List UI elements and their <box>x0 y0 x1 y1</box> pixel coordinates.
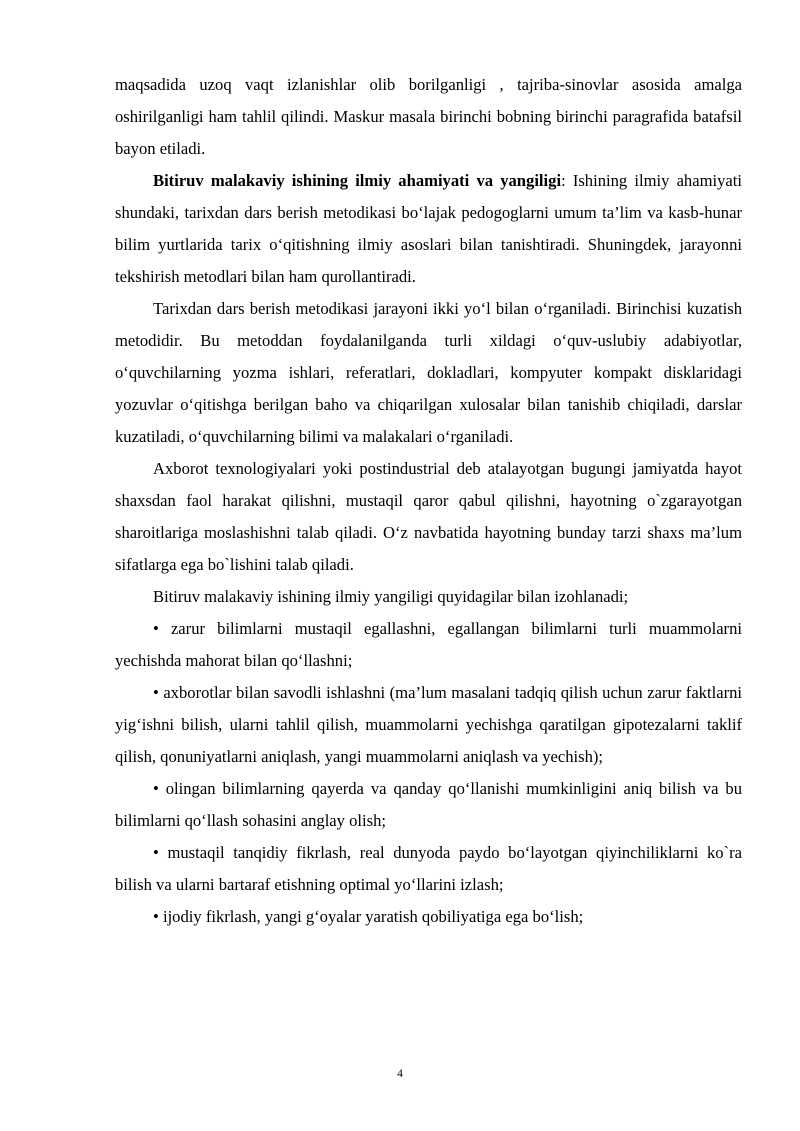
paragraph-significance-text: : Ishining ilmiy ahamiyati shundaki, tarixdan dars berish metodikasi bo‘lajak pedogoglarni umum ta’lim va kasb-hunar bilim yurtlarida tarix o‘qitishning ilmiy asoslari bilan tanishtiradi. Shuningdek, jarayonni tekshirish metodlari bilan ham qurollantiradi. <box>115 171 742 286</box>
bullet-item: • ijodiy fikrlash, yangi g‘oyalar yaratish qobiliyatiga ega bo‘lish; <box>153 907 584 926</box>
bullet-item: • olingan bilimlarning qayerda va qanday qo‘llanishi mumkinligini aniq bilish va bu bilimlarni qo‘llash sohasini anglay olish; <box>115 779 742 830</box>
bullet-item: • axborotlar bilan savodli ishlashni (ma’lum masalani tadqiq qilish uchun zarur faktlarni yig‘ishni bilish, ularni tahlil qilish, muammolarni yechishga qaratilgan gipotezalarni taklif qilish, qonuniyatlarni aniqlash, yangi muammolarni aniqlash va yechish); <box>115 683 742 766</box>
bullet-item: • mustaqil tanqidiy fikrlash, real dunyoda paydo bo‘layotgan qiyinchiliklarni ko`ra bilish va ularni bartaraf etishning optimal yo‘llarini izlash; <box>115 843 742 894</box>
paragraph-novelty-intro: Bitiruv malakaviy ishining ilmiy yangiligi quyidagilar bilan izohlanadi; <box>153 587 629 606</box>
bullet-item: • zarur bilimlarni mustaqil egallashni, egallangan bilimlarni turli muammolarni yechishda mahorat bilan qo‘llashni; <box>115 619 742 670</box>
section-heading: Bitiruv malakaviy ishining ilmiy ahamiyati va yangiligi <box>153 171 562 190</box>
paragraph-methodology: Tarixdan dars berish metodikasi jarayoni ikki yo‘l bilan o‘rganiladi. Birinchisi kuzatish metodidir. Bu metoddan foydalanilganda turli xildagi o‘quv-uslubiy adabiyotlar, o‘quvchilarning yozma ishlari, referatlari, dokladlari, kompyuter kompakt disklaridagi yozuvlar o‘qitishga berilgan baho va chiqarilgan xulosalar bilan tanishib chiqiladi, darslar kuzatiladi, o‘quvchilarning bilimi va malakalari o‘rganiladi. <box>115 299 742 446</box>
document-body <box>115 69 742 933</box>
paragraph-continuation: maqsadida uzoq vaqt izlanishlar olib borilganligi , tajriba-sinovlar asosida amalga oshirilganligi ham tahlil qilindi. Maskur masala birinchi bobning birinchi paragrafida batafsil bayon etiladi. <box>115 75 742 158</box>
page-number: 4 <box>397 1068 403 1080</box>
paragraph-information-technology: Axborot texnologiyalari yoki postindustrial deb atalayotgan bugungi jamiyatda hayot shaxsdan faol harakat qilishni, mustaqil qaror qabul qilishni, hayotning o`zgarayotgan sharoitlariga moslashishni talab qiladi. O‘z navbatida hayotning bunday tarzi shaxs ma’lum sifatlarga ega bo`lishini talab qiladi. <box>115 459 742 574</box>
paragraph-significance <box>115 165 742 293</box>
